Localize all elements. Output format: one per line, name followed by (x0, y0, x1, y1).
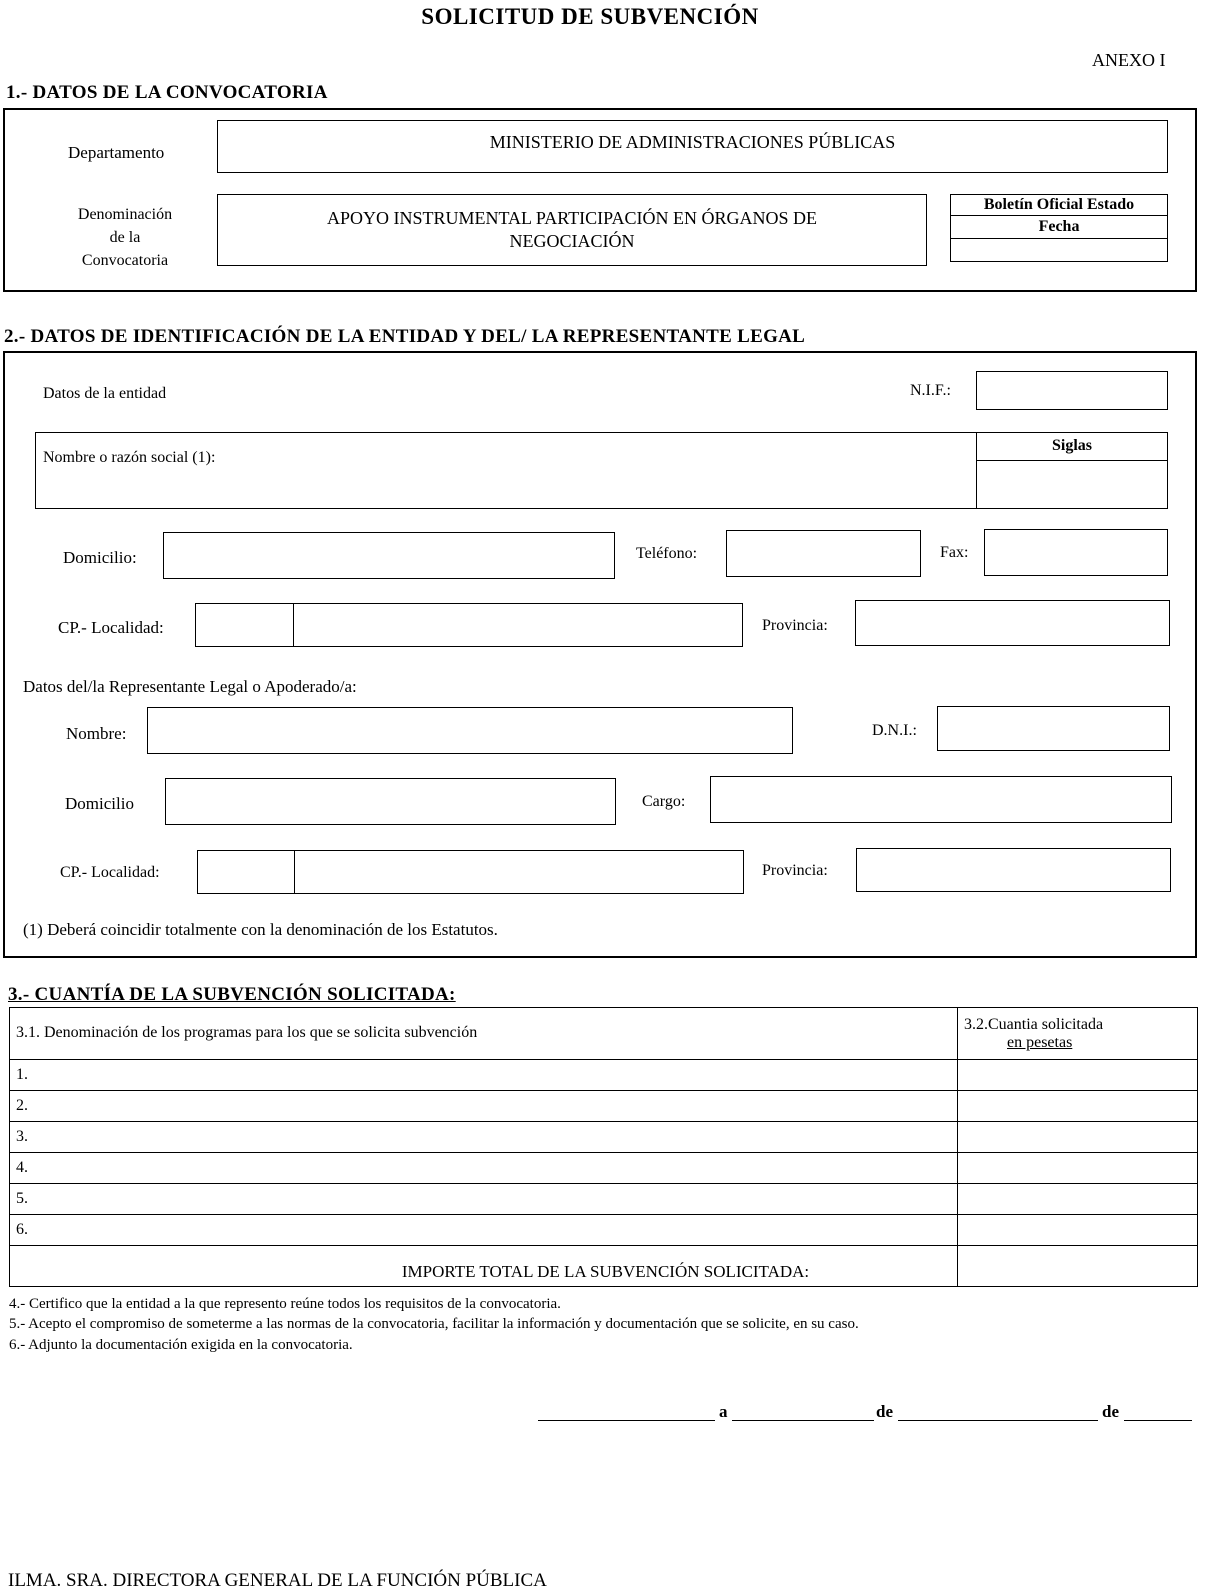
program-amount-cell[interactable] (958, 1184, 1198, 1215)
denominacion-label: Denominación de la Convocatoria (77, 206, 173, 269)
day-line[interactable] (732, 1420, 874, 1421)
provincia-rep-label: Provincia: (762, 862, 828, 879)
siglas-label: Siglas (977, 433, 1167, 461)
program-name-cell[interactable]: 4. (10, 1153, 958, 1184)
cargo-label: Cargo: (642, 793, 686, 810)
total-amount-cell[interactable] (958, 1246, 1198, 1287)
boe-block (950, 194, 1168, 262)
table-row[interactable] (10, 1122, 1198, 1153)
nombre-razon-field[interactable] (35, 432, 977, 509)
date-de-1: de (876, 1402, 893, 1421)
program-amount-cell[interactable] (958, 1153, 1198, 1184)
datos-entidad-label: Datos de la entidad (43, 385, 167, 402)
fecha-label: Fecha (951, 216, 1167, 239)
program-name-cell[interactable]: 6. (10, 1215, 958, 1246)
cp-localidad-rep-label: CP.- Localidad: (60, 864, 160, 881)
table-row[interactable] (10, 1060, 1198, 1091)
amount-col-header: 3.2.Cuantia solicitada en pesetas (958, 1008, 1198, 1060)
departamento-label: Departamento (68, 143, 165, 162)
program-name-cell[interactable]: 3. (10, 1122, 958, 1153)
total-label: IMPORTE TOTAL DE LA SUBVENCIÓN SOLICITADA: (10, 1246, 958, 1287)
statement-6: 6.- Adjunto la documentación exigida en la convocatoria. (9, 1337, 353, 1353)
cargo-field[interactable] (710, 776, 1172, 823)
table-row[interactable] (10, 1215, 1198, 1246)
siglas-field[interactable] (977, 461, 1167, 507)
telefono-field[interactable] (726, 530, 921, 577)
departamento-value: MINISTERIO DE ADMINISTRACIONES PÚBLICAS (489, 132, 896, 152)
domicilio-rep-label: Domicilio (65, 794, 134, 813)
statement-4: 4.- Certifico que la entidad a la que represento reúne todos los requisitos de la convocatoria. (9, 1296, 561, 1312)
denominacion-value-line1: APOYO INSTRUMENTAL PARTICIPACIÓN EN ÓRGANOS DE (326, 208, 818, 228)
table-row[interactable] (10, 1184, 1198, 1215)
programs-table (9, 1007, 1198, 1287)
programs-col-header: 3.1. Denominación de los programas para los que se solicita subvención (10, 1008, 958, 1060)
nif-label: N.I.F.: (910, 382, 951, 399)
nif-field[interactable] (976, 371, 1168, 410)
dni-field[interactable] (937, 706, 1170, 751)
section1-heading: 1.- DATOS DE LA CONVOCATORIA (6, 82, 328, 103)
siglas-block (976, 432, 1168, 509)
program-name-cell[interactable]: 2. (10, 1091, 958, 1122)
provincia-field[interactable] (855, 600, 1170, 646)
cp-localidad-label: CP.- Localidad: (58, 618, 164, 637)
date-a: a (719, 1402, 728, 1421)
program-name-cell[interactable]: 5. (10, 1184, 958, 1215)
addressee: ILMA. SRA. DIRECTORA GENERAL DE LA FUNCIÓN PÚBLICA (8, 1570, 547, 1591)
cp-rep-field[interactable] (197, 850, 296, 894)
nombre-label: Nombre: (66, 724, 127, 743)
nombre-razon-label: Nombre o razón social (1): (43, 449, 216, 466)
fax-label: Fax: (940, 544, 969, 561)
statement-5: 5.- Acepto el compromiso de someterme a las normas de la convocatoria, facilitar la información y documentación que se solicite, en su caso. (9, 1316, 859, 1332)
program-amount-cell[interactable] (958, 1122, 1198, 1153)
section2-heading: 2.- DATOS DE IDENTIFICACIÓN DE LA ENTIDAD Y DEL/ LA REPRESENTANTE LEGAL (4, 326, 806, 347)
datos-representante-label: Datos del/la Representante Legal o Apoderado/a: (23, 677, 357, 696)
denominacion-value-line2: NEGOCIACIÓN (509, 231, 635, 251)
boe-label: Boletín Oficial Estado (951, 195, 1167, 216)
annex-label: ANEXO I (1092, 50, 1166, 70)
date-de-2: de (1102, 1402, 1119, 1421)
fax-field[interactable] (984, 529, 1168, 576)
footnote-1: (1) Deberá coincidir totalmente con la denominación de los Estatutos. (23, 920, 498, 939)
domicilio-rep-field[interactable] (165, 778, 616, 825)
domicilio-label: Domicilio: (63, 548, 137, 567)
program-amount-cell[interactable] (958, 1215, 1198, 1246)
departamento-field[interactable] (217, 120, 1168, 173)
total-row (10, 1246, 1198, 1287)
section3-heading: 3.- CUANTÍA DE LA SUBVENCIÓN SOLICITADA: (8, 984, 456, 1005)
month-line[interactable] (898, 1420, 1098, 1421)
provincia-label: Provincia: (762, 617, 828, 634)
program-amount-cell[interactable] (958, 1091, 1198, 1122)
provincia-rep-field[interactable] (856, 848, 1171, 892)
localidad-field[interactable] (293, 603, 743, 647)
program-name-cell[interactable]: 1. (10, 1060, 958, 1091)
localidad-rep-field[interactable] (294, 850, 744, 894)
table-row[interactable] (10, 1091, 1198, 1122)
telefono-label: Teléfono: (636, 545, 698, 562)
year-line[interactable] (1124, 1420, 1192, 1421)
domicilio-field[interactable] (163, 532, 615, 579)
dni-label: D.N.I.: (872, 722, 917, 739)
denominacion-field[interactable] (217, 194, 927, 266)
page-title: SOLICITUD DE SUBVENCIÓN (421, 4, 759, 29)
table-row[interactable] (10, 1153, 1198, 1184)
nombre-field[interactable] (147, 707, 793, 754)
place-line[interactable] (538, 1420, 715, 1421)
cp-field[interactable] (195, 603, 295, 647)
program-amount-cell[interactable] (958, 1060, 1198, 1091)
fecha-field[interactable] (951, 239, 1167, 261)
table-header-row (10, 1008, 1198, 1060)
